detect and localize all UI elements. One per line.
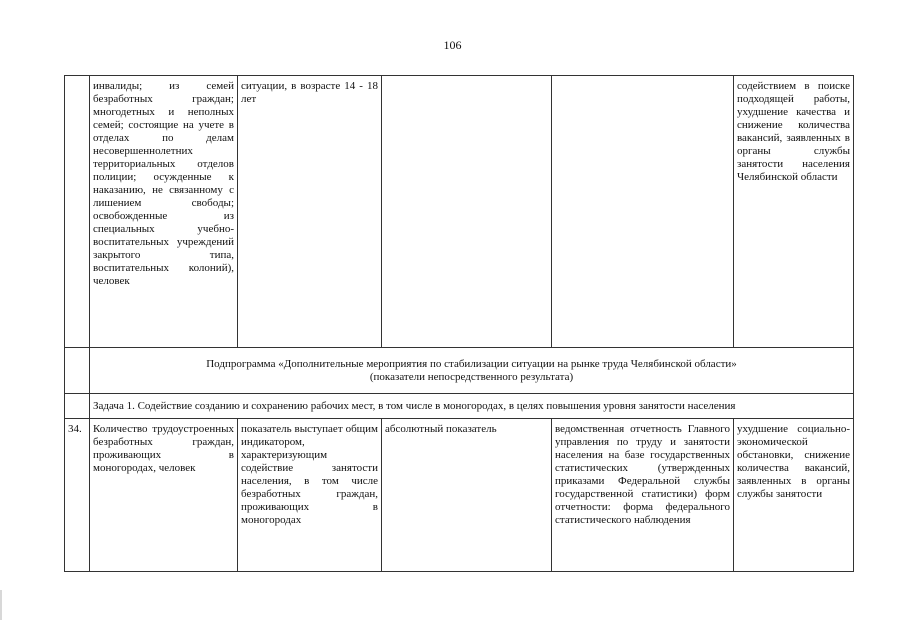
scan-edge-mark xyxy=(0,590,2,620)
table-row-continued xyxy=(65,76,854,348)
indicator-type-cell xyxy=(382,76,552,348)
table-row-34 xyxy=(65,419,854,572)
task-heading: Задача 1. Содействие созданию и сохранению рабочих мест, в том числе в моногородах, в целях повышения уровня занятости населения xyxy=(90,394,854,419)
row-number-cell xyxy=(65,348,90,394)
subprogram-heading xyxy=(90,348,854,394)
subprogram-title: Подпрограмма «Дополнительные мероприятия по стабилизации ситуации на рынке труда Челябинской области» xyxy=(206,358,737,370)
table-row-task xyxy=(65,394,854,419)
indicator-source-cell xyxy=(552,76,734,348)
row-number-cell xyxy=(65,394,90,419)
row-number-cell: 34. xyxy=(65,419,90,572)
indicator-risk-cell: содействием в поиске подходящей работы, ухудшение качества и снижение количества вакансий, заявленных в органы службы занятости населения Челябинской области xyxy=(734,76,854,348)
row-number-cell xyxy=(65,76,90,348)
indicator-type-cell: абсолютный показатель xyxy=(382,419,552,572)
table-row-subprogram xyxy=(65,348,854,394)
indicator-source-cell: ведомственная отчетность Главного управления по труду и занятости населения на базе государственных статистических (утвержденных приказами Федеральной службы государственной статистики) форм отчетности: форма федерального статистического наблюдения xyxy=(552,419,734,572)
indicator-name-cell: инвалиды; из семей безработных граждан; многодетных и неполных семей; состоящие на учете в отделах по делам несовершеннолетних территориальных отделов полиции; осужденные к наказанию, не связанному с лишением свободы; освобожденные из специальных учебно-воспитательных учреждений закрытого типа, воспитательных колоний), человек xyxy=(90,76,238,348)
page-number: 106 xyxy=(443,38,462,52)
indicator-name-cell: Количество трудоустроенных безработных граждан, проживающих в моногородах, человек xyxy=(90,419,238,572)
indicator-risk-cell: ухудшение социально-экономической обстановки, снижение количества вакансий, заявленных в органы службы занятости xyxy=(734,419,854,572)
subprogram-subtitle: (показатели непосредственного результата) xyxy=(369,371,574,383)
indicator-description-cell: ситуации, в возрасте 14 - 18 лет xyxy=(238,76,382,348)
indicator-table xyxy=(64,75,854,572)
indicator-description-cell: показатель выступает общим индикатором, характеризующим содействие занятости населения, в том числе безработных граждан, проживающих в моногородах xyxy=(238,419,382,572)
